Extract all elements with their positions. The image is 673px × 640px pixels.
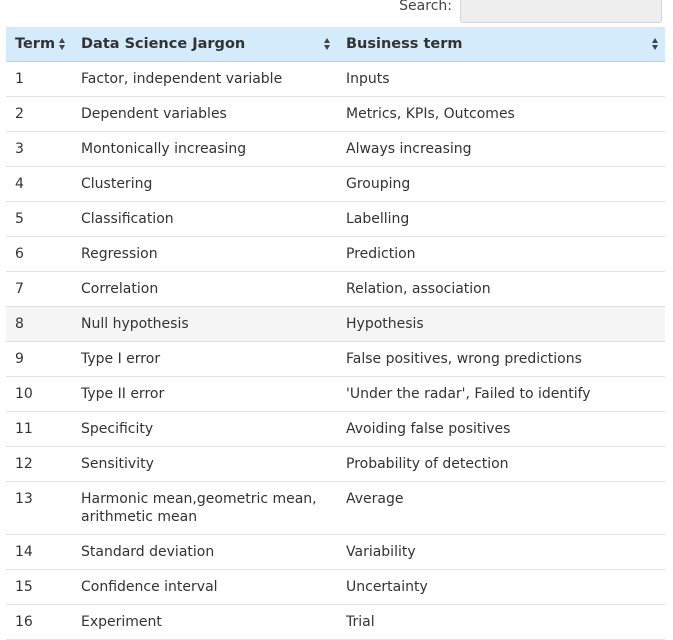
cell-business-term: Metrics, KPIs, Outcomes [337, 96, 665, 131]
cell-data-science-jargon: Specificity [72, 411, 337, 446]
table-row[interactable] [6, 341, 665, 376]
table-row[interactable] [6, 534, 665, 569]
cell-business-term: Probability of detection [337, 446, 665, 481]
cell-term: 12 [6, 446, 72, 481]
cell-data-science-jargon: Harmonic mean,geometric mean, arithmetic mean [72, 481, 337, 534]
cell-data-science-jargon: Null hypothesis [72, 306, 337, 341]
cell-term: 8 [6, 306, 72, 341]
cell-business-term: Grouping [337, 166, 665, 201]
cell-business-term: Avoiding false positives [337, 411, 665, 446]
data-table [6, 27, 665, 640]
search-label: Search: [399, 0, 452, 14]
cell-business-term: Variability [337, 534, 665, 569]
cell-business-term: Average [337, 481, 665, 534]
cell-business-term: Uncertainty [337, 569, 665, 604]
cell-term: 14 [6, 534, 72, 569]
cell-term: 3 [6, 131, 72, 166]
table-header [6, 27, 665, 61]
table-row[interactable] [6, 201, 665, 236]
table-body [6, 61, 665, 639]
cell-term: 5 [6, 201, 72, 236]
sort-both-icon[interactable] [324, 37, 331, 51]
table-row[interactable] [6, 376, 665, 411]
cell-business-term: Inputs [337, 61, 665, 96]
cell-data-science-jargon: Regression [72, 236, 337, 271]
table-row[interactable] [6, 446, 665, 481]
sort-both-icon[interactable] [652, 37, 659, 51]
column-header-label: Term [15, 35, 56, 52]
sort-both-icon[interactable] [59, 37, 66, 51]
column-header-data-science-jargon[interactable] [72, 27, 337, 61]
cell-term: 7 [6, 271, 72, 306]
cell-data-science-jargon: Dependent variables [72, 96, 337, 131]
column-header-business-term[interactable] [337, 27, 665, 61]
search-bar [0, 0, 673, 28]
column-header-term[interactable] [6, 27, 72, 61]
table-row[interactable] [6, 96, 665, 131]
column-header-label: Business term [346, 35, 463, 52]
cell-term: 11 [6, 411, 72, 446]
cell-term: 15 [6, 569, 72, 604]
table-row[interactable] [6, 131, 665, 166]
column-header-label: Data Science Jargon [81, 35, 246, 52]
cell-data-science-jargon: Type I error [72, 341, 337, 376]
cell-term: 13 [6, 481, 72, 534]
cell-business-term: Hypothesis [337, 306, 665, 341]
cell-business-term: 'Under the radar', Failed to identify [337, 376, 665, 411]
cell-data-science-jargon: Confidence interval [72, 569, 337, 604]
cell-data-science-jargon: Correlation [72, 271, 337, 306]
cell-data-science-jargon: Factor, independent variable [72, 61, 337, 96]
cell-business-term: Trial [337, 604, 665, 639]
cell-business-term: Prediction [337, 236, 665, 271]
cell-term: 4 [6, 166, 72, 201]
search-input[interactable] [460, 0, 662, 23]
cell-term: 16 [6, 604, 72, 639]
table-row[interactable] [6, 481, 665, 534]
table-row[interactable] [6, 166, 665, 201]
cell-data-science-jargon: Montonically increasing [72, 131, 337, 166]
cell-business-term: Relation, association [337, 271, 665, 306]
table-row[interactable] [6, 271, 665, 306]
table-row[interactable] [6, 411, 665, 446]
cell-data-science-jargon: Clustering [72, 166, 337, 201]
cell-business-term: False positives, wrong predictions [337, 341, 665, 376]
table-row[interactable] [6, 604, 665, 639]
cell-data-science-jargon: Type II error [72, 376, 337, 411]
cell-business-term: Always increasing [337, 131, 665, 166]
cell-data-science-jargon: Sensitivity [72, 446, 337, 481]
table-row[interactable] [6, 306, 665, 341]
cell-term: 2 [6, 96, 72, 131]
cell-term: 1 [6, 61, 72, 96]
table-row[interactable] [6, 569, 665, 604]
cell-term: 10 [6, 376, 72, 411]
table-row[interactable] [6, 61, 665, 96]
cell-term: 6 [6, 236, 72, 271]
cell-term: 9 [6, 341, 72, 376]
cell-business-term: Labelling [337, 201, 665, 236]
cell-data-science-jargon: Experiment [72, 604, 337, 639]
cell-data-science-jargon: Standard deviation [72, 534, 337, 569]
table-row[interactable] [6, 236, 665, 271]
cell-data-science-jargon: Classification [72, 201, 337, 236]
